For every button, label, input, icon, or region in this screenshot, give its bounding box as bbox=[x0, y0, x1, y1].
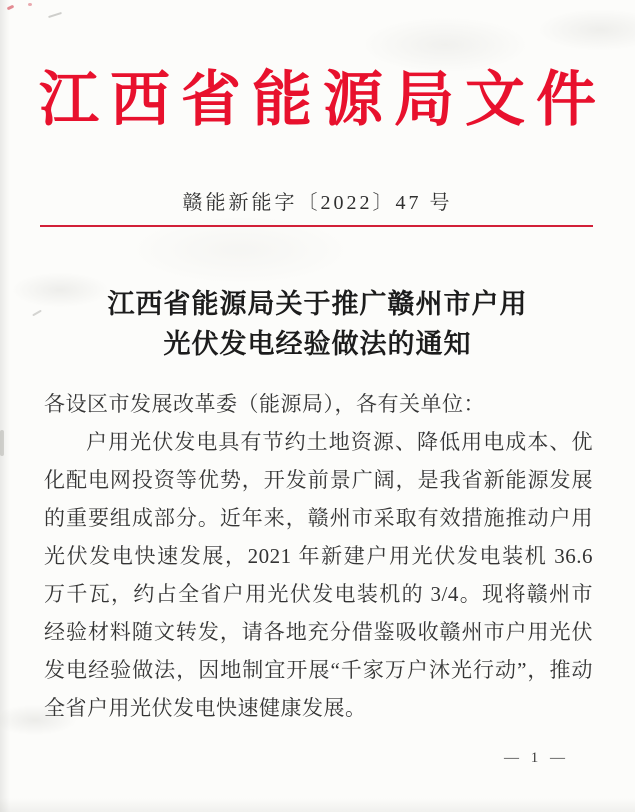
scan-artifact bbox=[0, 430, 4, 456]
document-title-line1: 江西省能源局关于推广赣州市户用 bbox=[107, 289, 528, 319]
page-number: — 1 — bbox=[504, 750, 569, 766]
scan-artifact bbox=[7, 5, 15, 11]
document-title bbox=[0, 284, 635, 364]
document-title-line2: 光伏发电经验做法的通知 bbox=[163, 329, 472, 359]
scan-artifact bbox=[28, 3, 32, 6]
body-paragraph: 户用光伏发电具有节约土地资源、降低用电成本、优化配电网投资等优势，开发前景广阔，是我省新能源发展的重要组成部分。近年来，赣州市采取有效措施推动户用光伏发电快速发展，2021 年新建户用光伏发电装机 36.6 万千瓦，约占全省户用光伏发电装机的 3/4。现将赣州市经验材料随文转发，请各地充分借鉴吸收赣州市户用光伏发电经验做法，因地制宜开展“千家万户沐光行动”，推动全省户用光伏发电快速健康发展。 bbox=[44, 430, 593, 720]
letterhead-org-title: 江西省能源局文件 bbox=[39, 67, 607, 133]
document-number: 赣能新能字〔2022〕47 号 bbox=[182, 192, 453, 214]
document-body bbox=[44, 385, 593, 727]
red-divider-line bbox=[40, 225, 593, 227]
scan-artifact bbox=[48, 12, 62, 18]
salutation-line: 各设区市发展改革委（能源局），各有关单位： bbox=[44, 392, 485, 416]
